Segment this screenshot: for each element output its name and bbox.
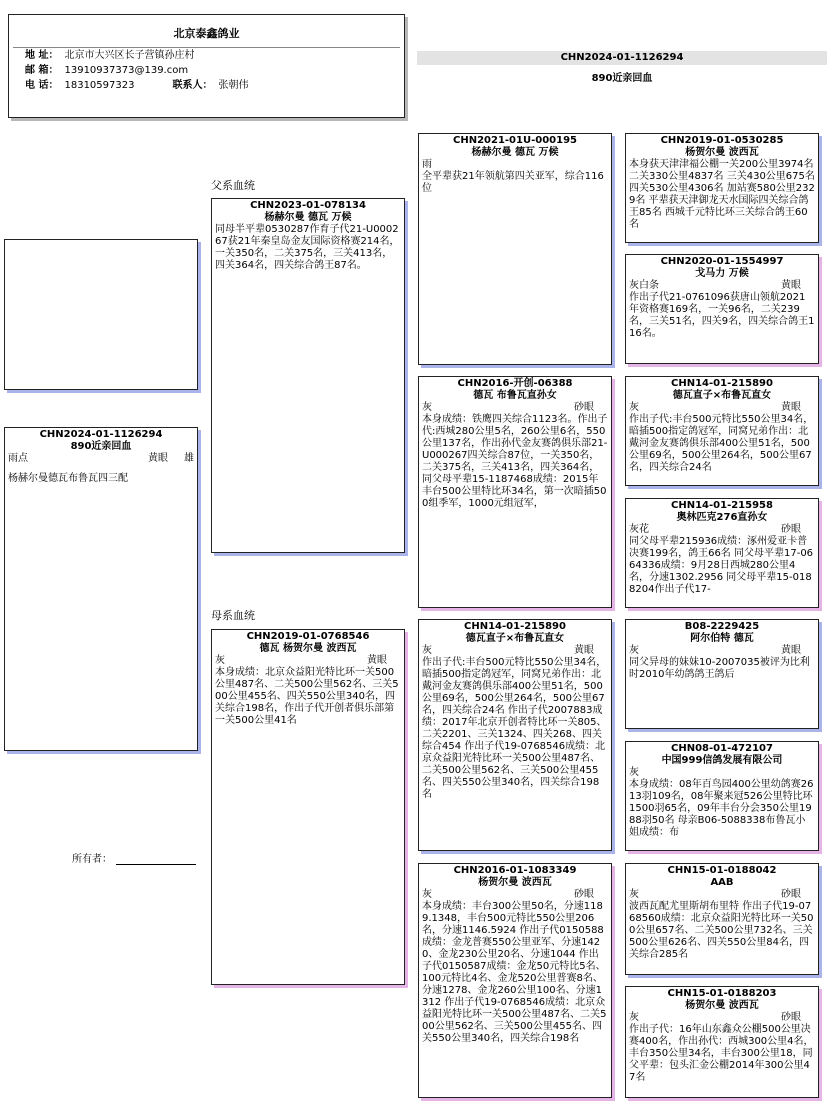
dam-dam-card bbox=[418, 863, 612, 1098]
main-bird-card bbox=[4, 427, 198, 751]
sire-sire-card bbox=[418, 133, 612, 365]
address-label: 地 址： bbox=[25, 50, 59, 61]
photo-placeholder bbox=[4, 239, 198, 390]
ssd-eye: 黄眼 bbox=[781, 280, 801, 291]
ddd-name: 杨贺尔曼 波西瓦 bbox=[685, 1000, 759, 1011]
header-card bbox=[8, 14, 405, 118]
sdd-card bbox=[625, 498, 819, 608]
dd-text: 本身成绩：丰台300公里50名，分速1189.1348，丰台500元特比550公里206名，分速1146.5924 作出子代0150588成绩：金龙普赛550公里亚军、分速1420、金龙230公里20名、分速1044 作出子代0150587成绩：金龙50元特比5名、100元特比4名、金龙520公里普赛8名、分速1278、金龙260公里100名、分速1312 作出子代19-0768546成绩：北京众益阳光特比环一关500公里487名、二关500公里562名、三关500公里455名、四关550公里340名，四关综合198名 bbox=[422, 901, 607, 1044]
sds-color: 灰 bbox=[629, 402, 639, 413]
dds-card bbox=[625, 863, 819, 975]
email-line bbox=[9, 63, 404, 78]
sire-name: 杨赫尔曼 德瓦 万候 bbox=[264, 212, 352, 223]
contact-value: 张朝伟 bbox=[218, 80, 249, 91]
dds-eye: 砂眼 bbox=[781, 889, 801, 900]
sds-card bbox=[625, 376, 819, 486]
sdd-eye: 砂眼 bbox=[781, 524, 801, 535]
phone-value: 18310597323 bbox=[64, 80, 135, 91]
sd-eye: 砂眼 bbox=[574, 402, 594, 413]
contact-label: 联系人： bbox=[172, 80, 213, 91]
phone-line bbox=[9, 78, 404, 93]
sss-text: 本身获天津津福公棚一关200公里3974名 二关330公里4837名 三关430公里675名 四关530公里4306名 加站赛580公里2329名 平辈获天津御龙天水国际四关综合鸽王85名 西城千元特比环三关综合鸽王60名 bbox=[629, 159, 815, 230]
sd-name: 德瓦 布鲁瓦直孙女 bbox=[473, 390, 557, 401]
ssd-card bbox=[625, 254, 819, 364]
ds-id: CHN14-01-215890 bbox=[464, 621, 566, 632]
sdd-color: 灰花 bbox=[629, 524, 649, 535]
ss-id: CHN2021-01U-000195 bbox=[453, 135, 577, 146]
dss-eye: 黄眼 bbox=[781, 645, 801, 656]
dd-eye: 砂眼 bbox=[574, 889, 594, 900]
ssd-name: 戈马力 万候 bbox=[695, 268, 749, 279]
main-eye: 黄眼 bbox=[148, 453, 168, 464]
sss-card bbox=[625, 133, 819, 243]
ssd-id: CHN2020-01-1554997 bbox=[660, 256, 784, 267]
sds-id: CHN14-01-215890 bbox=[671, 378, 773, 389]
sire-id: CHN2023-01-078134 bbox=[250, 200, 366, 211]
sire-text: 同母半平辈0530287作育子代21-U000267获21年秦皇岛金友国际资格赛214名，一关350名，二关375名，三关413名，四关364名，四关综合鸽王87名。 bbox=[215, 224, 400, 271]
ddd-text: 作出子代：16年山东鑫众公棚500公里决赛400名，作出孙代：西城300公里4名，丰台350公里34名，丰台300公里18，同父平辈：包头汇金公棚2014年300公里47名 bbox=[629, 1024, 814, 1083]
dss-text: 同父异母的妹妹10-2007035被评为比利时2010年幼鸽鸽王鸽后 bbox=[629, 657, 810, 680]
sds-text: 作出子代:丰台500元特比550公里34名，暗插500指定鸽冠军，同窝兄弟作出：北戴河金友赛鸽俱乐部400公里51名，500公里69名，500公里264名，500公里67名，四关综合24名 bbox=[629, 414, 814, 473]
ddd-color: 灰 bbox=[629, 1012, 639, 1023]
ss-text: 全平辈获21年领航第四关亚军，综合116位 bbox=[422, 171, 604, 194]
sdd-id: CHN14-01-215958 bbox=[671, 500, 773, 511]
ss-color: 雨 bbox=[422, 159, 432, 170]
address-value: 北京市大兴区长子营镇孙庄村 bbox=[64, 50, 195, 61]
dam-id: CHN2019-01-0768546 bbox=[246, 631, 370, 642]
dam-line-label: 母系血统 bbox=[211, 609, 255, 622]
ddd-id: CHN15-01-0188203 bbox=[667, 988, 777, 999]
dam-card bbox=[211, 629, 405, 985]
dam-name: 德瓦 杨贺尔曼 波西瓦 bbox=[259, 643, 357, 654]
dsd-color: 灰 bbox=[629, 767, 639, 778]
dsd-text: 本身成绩：08年百鸟园400公里幼鸽赛2613羽109名，08年聚来冠526公里特比环1500羽65名，09年丰台分会350公里1988羽50名 母亲B06-5088338布鲁瓦小姐成绩：布 bbox=[629, 779, 814, 838]
ddd-card bbox=[625, 986, 819, 1098]
sdd-name: 奥林匹克276直孙女 bbox=[676, 512, 768, 523]
dss-card bbox=[625, 619, 819, 729]
ds-text: 作出子代:丰台500元特比550公里34名，暗插500指定鸽冠军，同窝兄弟作出：北戴河金友赛鸽俱乐部400公里51名，500公里69名，500公里264名，500公里67名，四关综合24名 作出子代2007883成绩：2017年北京开创者特比环一关805、二关2201、三关1324、四关268、四关综合454 作出子代19-0768546成绩：北京众益阳光特比环一关500公里487名、二关500公里562名、三关500公里455名、四关550公里340名，四关综合198名 bbox=[422, 657, 607, 800]
sd-text: 本身成绩：铁鹰四关综合1123名。作出子代:西城280公里5名，260公里6名，550公里137名，作出孙代金友赛鸽俱乐部21-U000267四关综合87位，一关350名，二关375名，三关413名，四关364名，同父母平辈15-1187468成绩：2015年丰台500公里特比环34名，第一次暗插500组季军，1000元组冠军， bbox=[422, 414, 608, 509]
dds-text: 波西瓦配尤里斯胡布里特 作出子代19-0768560成绩：北京众益阳光特比环一关500公里657名、二关500公里732名、三关500公里626名、四关550公里84名，四关综合285名 bbox=[629, 901, 814, 960]
sire-line-label: 父系血统 bbox=[211, 179, 255, 192]
top-subtitle: 890近亲回血 bbox=[591, 73, 653, 84]
ds-eye: 黄眼 bbox=[574, 645, 594, 656]
dam-sire-card bbox=[418, 619, 612, 851]
dss-name: 阿尔伯特 德瓦 bbox=[690, 633, 754, 644]
main-name: 890近亲回血 bbox=[70, 441, 132, 452]
sds-name: 德瓦直子×布鲁瓦直女 bbox=[672, 390, 772, 401]
address-line bbox=[9, 48, 404, 63]
top-id-band: CHN2024-01-1126294 bbox=[417, 51, 827, 65]
ss-name: 杨赫尔曼 德瓦 万候 bbox=[471, 147, 559, 158]
dsd-name: 中国999信鸽发展有限公司 bbox=[661, 755, 783, 766]
dsd-card bbox=[625, 741, 819, 851]
sire-dam-card bbox=[418, 376, 612, 608]
main-sex: 雄 bbox=[184, 453, 194, 464]
dam-eye: 黄眼 bbox=[367, 655, 387, 666]
email-value: 13910937373@139.com bbox=[64, 65, 189, 76]
email-label: 邮 箱： bbox=[25, 65, 59, 76]
dd-color: 灰 bbox=[422, 889, 432, 900]
main-id: CHN2024-01-1126294 bbox=[39, 429, 163, 440]
phone-label: 电 话： bbox=[25, 80, 59, 91]
dd-name: 杨贺尔曼 波西瓦 bbox=[478, 877, 552, 888]
ssd-color: 灰白条 bbox=[629, 280, 659, 291]
dds-name: AAB bbox=[710, 877, 734, 888]
dsd-id: CHN08-01-472107 bbox=[671, 743, 773, 754]
sire-card bbox=[211, 198, 405, 553]
ddd-eye: 砂眼 bbox=[781, 1012, 801, 1023]
dds-id: CHN15-01-0188042 bbox=[667, 865, 777, 876]
ds-name: 德瓦直子×布鲁瓦直女 bbox=[465, 633, 565, 644]
dss-color: 灰 bbox=[629, 645, 639, 656]
sss-id: CHN2019-01-0530285 bbox=[660, 135, 784, 146]
sdd-text: 同父母平辈215936成绩：涿州爱亚卡普决赛199名，鸽王66名 同父母平辈17-0664336成绩：9月28日西城280公里4名，分速1302.2956 同父母平辈15-0188204作出子代17- bbox=[629, 536, 814, 595]
dd-id: CHN2016-01-1083349 bbox=[453, 865, 577, 876]
ssd-text: 作出子代21-0761096获唐山领航2021年资格赛169名，一关96名，二关239名，三关51名，四关9名，四关综合鸽王116名。 bbox=[629, 292, 815, 339]
sss-name: 杨贺尔曼 波西瓦 bbox=[685, 147, 759, 158]
sd-id: CHN2016-开创-06388 bbox=[457, 378, 573, 389]
main-color: 雨点 bbox=[8, 453, 28, 464]
main-note: 杨赫尔曼德瓦布鲁瓦四三配 bbox=[8, 473, 128, 484]
dam-color: 灰 bbox=[215, 655, 225, 666]
loft-title: 北京泰鑫鸽业 bbox=[13, 15, 400, 48]
sds-eye: 黄眼 bbox=[781, 402, 801, 413]
dds-color: 灰 bbox=[629, 889, 639, 900]
owner-label: 所有者： bbox=[72, 850, 196, 865]
ds-color: 灰 bbox=[422, 645, 432, 656]
dss-id: B08-2229425 bbox=[684, 621, 760, 632]
sd-color: 灰 bbox=[422, 402, 432, 413]
dam-text: 本身成绩：北京众益阳光特比环一关500公里487名、二关500公里562名、三关500公里455名、四关550公里340名，四关综合198名，作出子代开创者俱乐部第一关500公里41名 bbox=[215, 667, 399, 726]
